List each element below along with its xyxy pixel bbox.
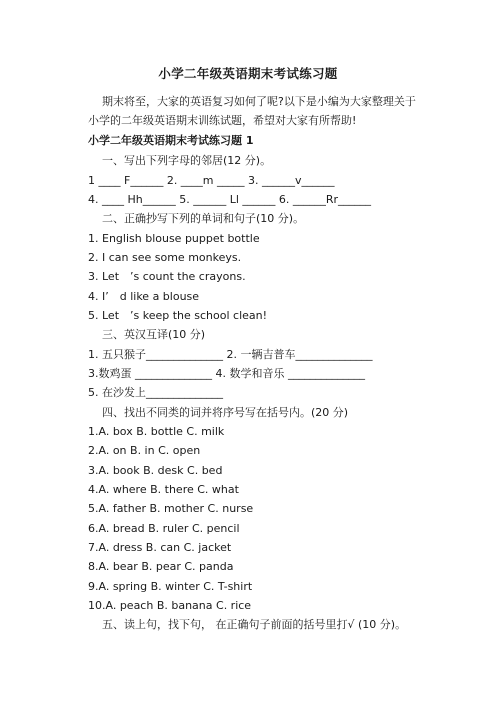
section-heading-1: 一、写出下列字母的邻居(12 分)。 bbox=[102, 154, 272, 167]
question-line: 5.A. father B. mother C. nurse bbox=[88, 502, 254, 515]
question-line: 8.A. bear B. pear C. panda bbox=[88, 560, 234, 573]
question-line: 4. I’ d like a blouse bbox=[88, 290, 200, 303]
question-line: 5. Let ’s keep the school clean! bbox=[88, 309, 268, 322]
question-line: 3. Let ’s count the crayons. bbox=[88, 270, 246, 283]
question-line: 2. I can see some monkeys. bbox=[88, 251, 242, 264]
intro-paragraph-line-2: 小学的二年级英语期末训练试题，希望对大家有所帮助! bbox=[88, 114, 357, 127]
question-line: 1. 五只猴子______________ 2. 一辆吉普车______________ bbox=[88, 348, 373, 361]
section-heading-5: 五、读上句，找下句， 在正确句子前面的括号里打√ (10 分)。 bbox=[102, 618, 407, 631]
question-line: 9.A. spring B. winter C. T-shirt bbox=[88, 580, 253, 593]
question-line: 2.A. on B. in C. open bbox=[88, 444, 201, 457]
question-line: 5. 在沙发上______________ bbox=[88, 386, 223, 399]
question-line: 1.A. box B. bottle C. milk bbox=[88, 425, 225, 438]
document-title: 小学二年级英语期末考试练习题 bbox=[158, 66, 338, 81]
section-heading-2: 二、正确抄写下列的单词和句子(10 分)。 bbox=[102, 212, 305, 225]
question-line: 3.数鸡蛋 ______________ 4. 数学和音乐 ______________ bbox=[88, 367, 365, 380]
intro-paragraph-line-1: 期末将至，大家的英语复习如何了呢?以下是小编为大家整理关于 bbox=[102, 95, 416, 108]
question-line: 1 ____ F______ 2. ____m _____ 3. ______v______ bbox=[88, 174, 335, 187]
question-line: 6.A. bread B. ruler C. pencil bbox=[88, 522, 240, 535]
question-line: 1. English blouse puppet bottle bbox=[88, 232, 260, 245]
question-line: 4.A. where B. there C. what bbox=[88, 483, 239, 496]
question-line: 7.A. dress B. can C. jacket bbox=[88, 541, 232, 554]
section-subtitle: 小学二年级英语期末考试练习题 1 bbox=[88, 134, 254, 147]
question-line: 10.A. peach B. banana C. rice bbox=[88, 599, 252, 612]
section-heading-4: 四、找出不同类的词并将序号写在括号内。(20 分) bbox=[102, 406, 349, 419]
section-heading-3: 三、英汉互译(10 分) bbox=[102, 328, 206, 341]
question-line: 4. ____ Hh______ 5. ______ Ll ______ 6. ______Rr______ bbox=[88, 193, 372, 206]
question-line: 3.A. book B. desk C. bed bbox=[88, 464, 223, 477]
